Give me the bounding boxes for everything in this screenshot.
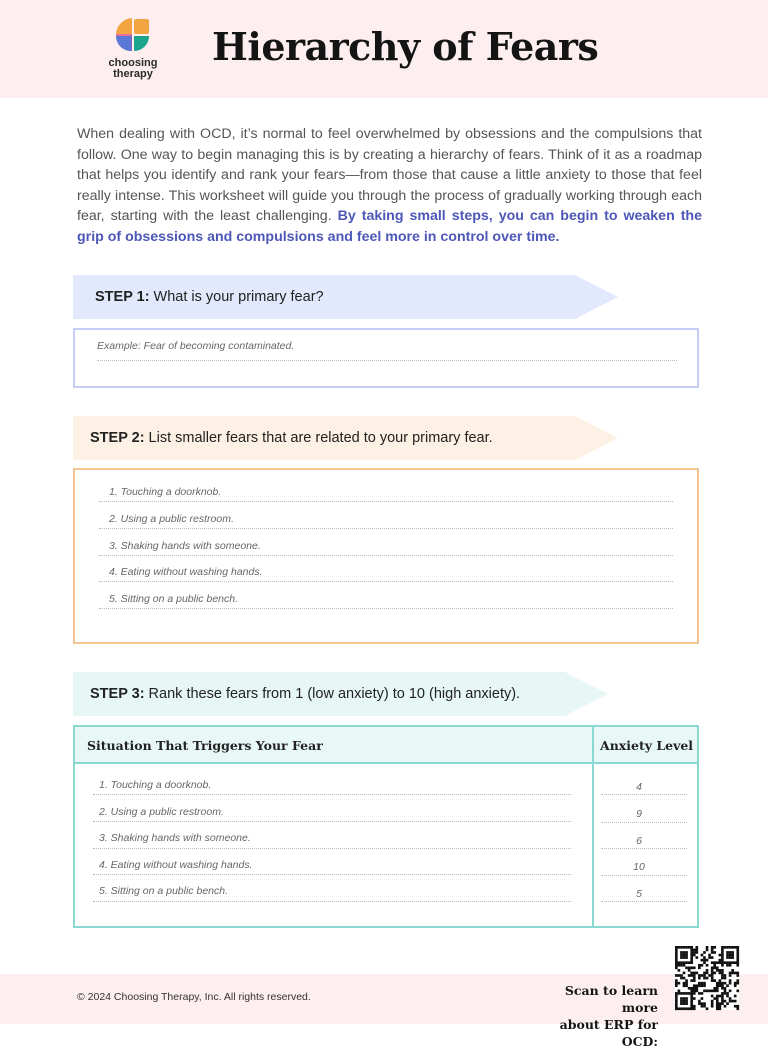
list-item: 3. Shaking hands with someone.: [109, 540, 261, 552]
step1-banner: [73, 275, 618, 319]
intro-paragraph: [77, 124, 702, 247]
brand-name-line2: therapy: [113, 68, 153, 80]
ranking-table: [73, 725, 699, 928]
level-line: [601, 848, 687, 849]
situation-line: [93, 848, 571, 849]
column-divider: [592, 727, 594, 926]
situation-line: [93, 794, 571, 795]
list-item: 4. Eating without washing hands.: [109, 566, 263, 578]
table-row-level[interactable]: 9: [636, 808, 642, 820]
list-item: 5. Sitting on a public bench.: [109, 593, 239, 605]
list-item-line: [99, 555, 673, 556]
step2-question: List smaller fears that are related to your primary fear.: [144, 430, 493, 446]
table-row-situation: 3. Shaking hands with someone.: [99, 832, 251, 844]
step2-banner: [73, 416, 618, 460]
table-row-level[interactable]: 4: [636, 781, 642, 793]
brand-name-line1: choosing: [108, 57, 158, 69]
page-title: Hierarchy of Fears: [212, 24, 599, 69]
step3-label: [90, 672, 520, 716]
scan-cta-line2: about ERP for OCD:: [559, 1017, 658, 1049]
header: [0, 0, 768, 98]
step1-number: STEP 1:: [95, 289, 150, 305]
step2-answer-box[interactable]: [73, 468, 699, 644]
level-line: [601, 875, 687, 876]
step2-label: [90, 416, 493, 460]
column-header-anxiety-level: Anxiety Level: [600, 738, 694, 753]
situation-line: [93, 874, 571, 875]
list-item: 1. Touching a doorknob.: [109, 486, 222, 498]
level-line: [601, 901, 687, 902]
step3-banner: [73, 672, 608, 716]
step1-answer-line: [97, 360, 677, 361]
copyright-text: © 2024 Choosing Therapy, Inc. All rights reserved.: [77, 991, 311, 1003]
qr-code-graphic: [675, 946, 739, 1010]
choosing-therapy-logo-icon: [114, 16, 152, 56]
step2-number: STEP 2:: [90, 430, 145, 446]
column-header-situation: Situation That Triggers Your Fear: [87, 738, 323, 753]
table-row-situation: 2. Using a public restroom.: [99, 806, 224, 818]
table-row-level[interactable]: 10: [633, 861, 645, 873]
intro-highlight: By taking small steps, you can begin to weaken the grip of obsessions and compulsions and feel more in control over time.: [77, 208, 702, 245]
list-item-line: [99, 501, 673, 502]
list-item: 2. Using a public restroom.: [109, 513, 234, 525]
step1-example: Example: Fear of becoming contaminated.: [97, 340, 295, 352]
table-row-situation: 1. Touching a doorknob.: [99, 779, 212, 791]
brand-name: [100, 58, 166, 80]
table-row-level[interactable]: 6: [636, 835, 642, 847]
table-row-level[interactable]: 5: [636, 888, 642, 900]
level-line: [601, 794, 687, 795]
table-row-situation: 5. Sitting on a public bench.: [99, 885, 229, 897]
scan-cta: [530, 982, 658, 1050]
scan-cta-line1: Scan to learn more: [564, 983, 658, 1015]
list-item-line: [99, 608, 673, 609]
table-header: [75, 727, 697, 764]
step3-number: STEP 3:: [90, 686, 145, 702]
step1-label: [95, 275, 324, 319]
step1-question: What is your primary fear?: [149, 289, 324, 305]
intro-text: When dealing with OCD, it’s normal to feel overwhelmed by obsessions and the compulsions that follow. One way to begin managing this is by creating a hierarchy of fears. Think of it as a roadmap that helps you identify and rank your fears—from those that cause a little anxiety to those that feel really intense. This worksheet will guide you through the process of gradually working through each fear, starting with the least challenging.: [77, 126, 702, 224]
situation-line: [93, 821, 571, 822]
situation-line: [93, 901, 571, 902]
list-item-line: [99, 581, 673, 582]
qr-code-icon[interactable]: [675, 946, 739, 1010]
list-item-line: [99, 528, 673, 529]
table-row-situation: 4. Eating without washing hands.: [99, 859, 253, 871]
step1-answer-box[interactable]: [73, 328, 699, 388]
step3-question: Rank these fears from 1 (low anxiety) to 10 (high anxiety).: [144, 686, 521, 702]
level-line: [601, 822, 687, 823]
brand-logo: [100, 16, 166, 86]
footer: [0, 974, 768, 1049]
